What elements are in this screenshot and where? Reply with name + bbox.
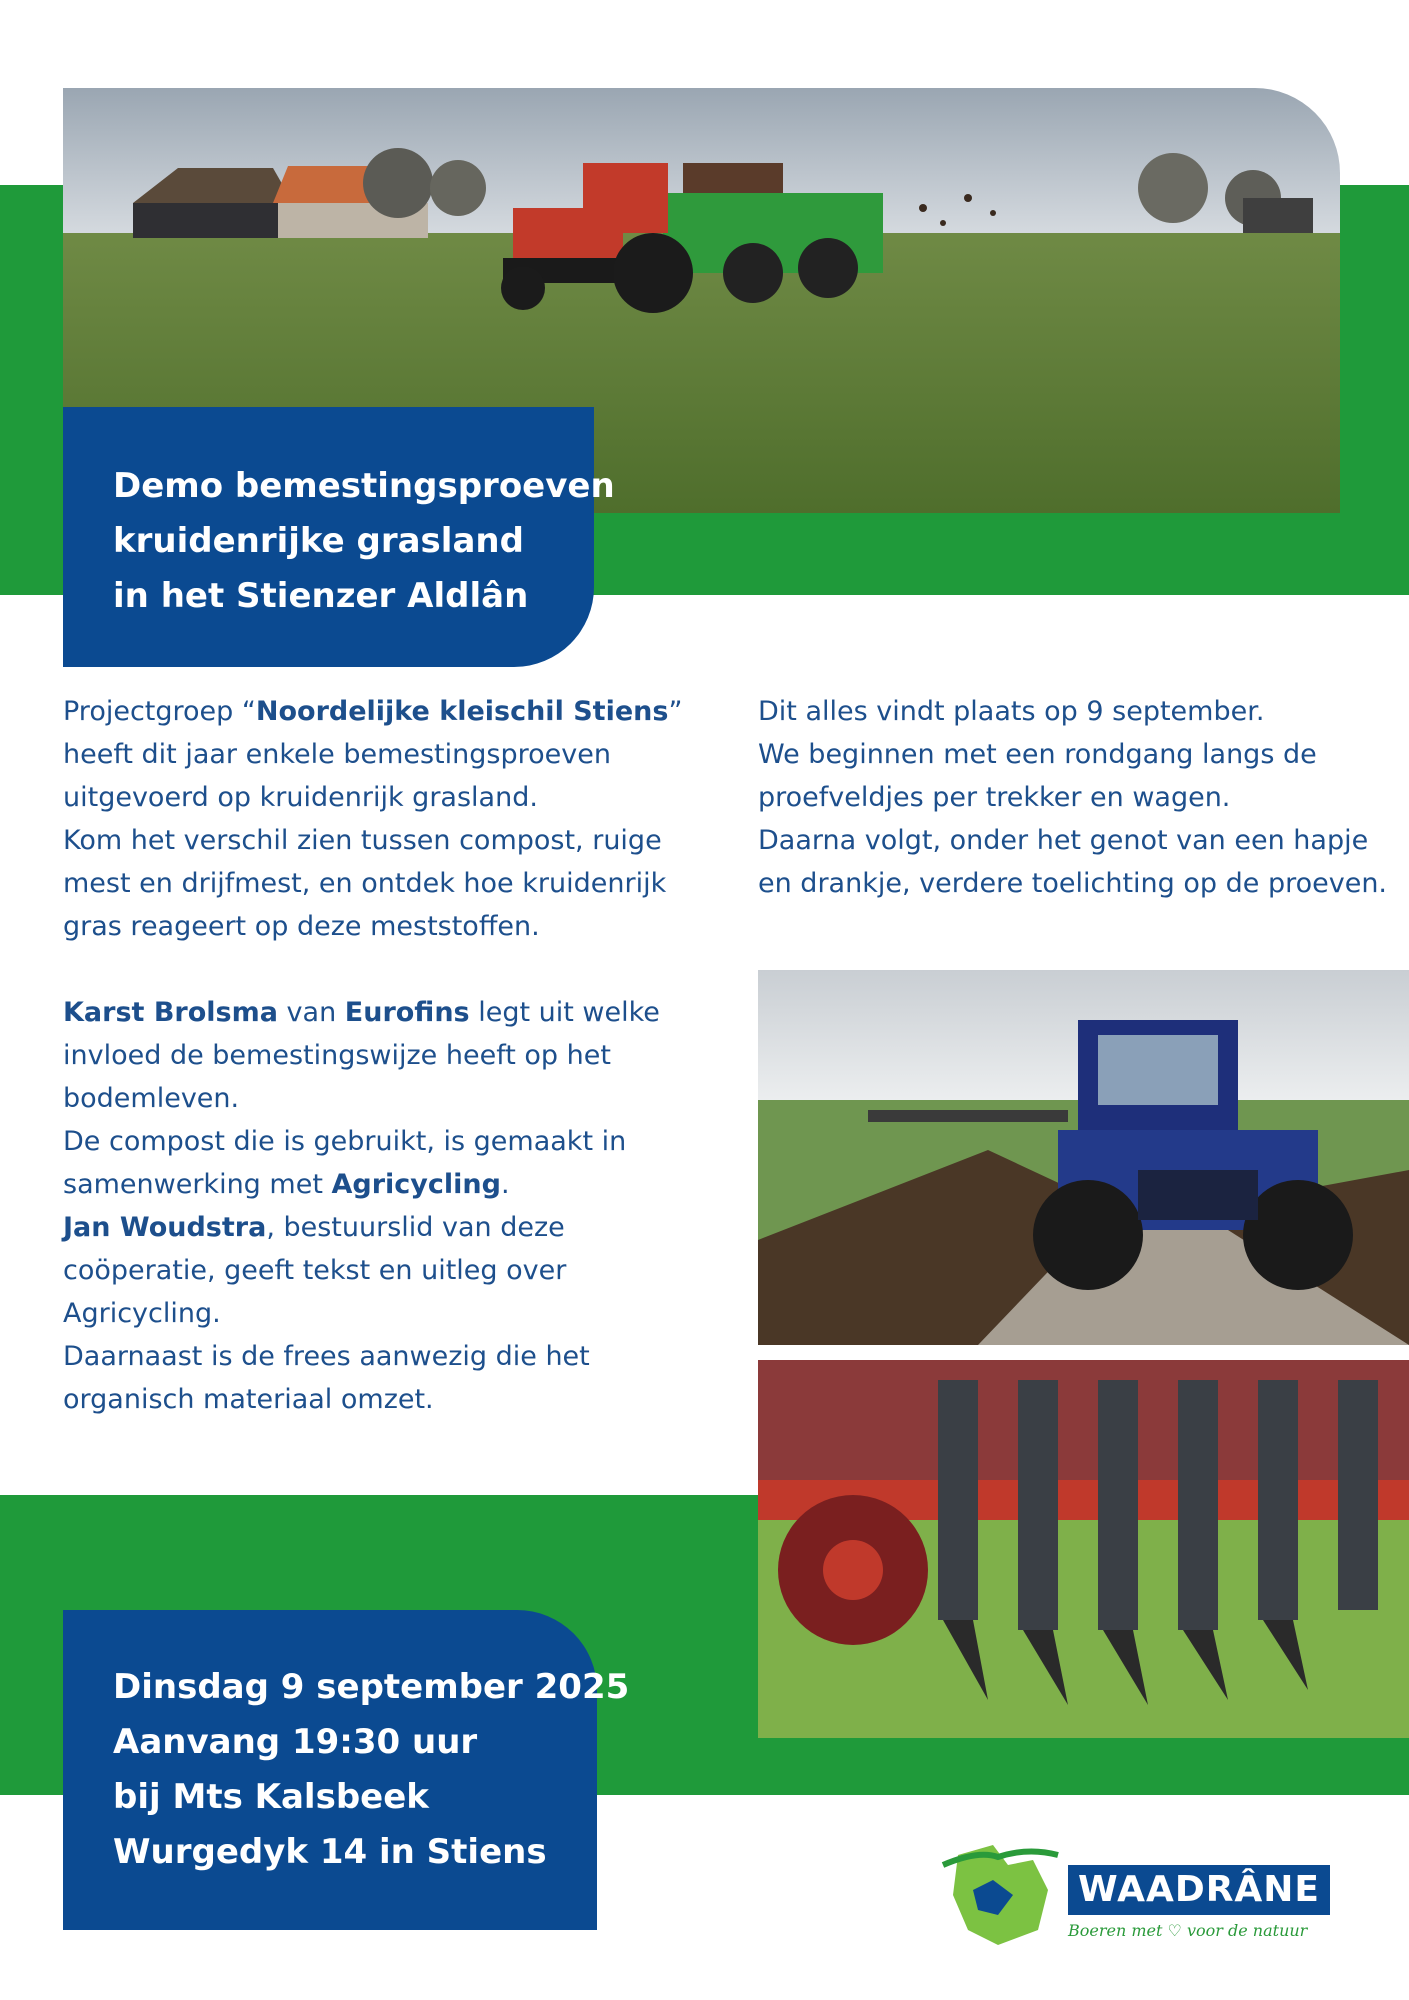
- intro-paragraph: Projectgroep “Noordelijke kleischil Stiens” heeft dit jaar enkele bemestingsproeven uitgevoerd op kruidenrijk grasland.: [63, 696, 683, 813]
- left-text-column: [63, 690, 703, 1421]
- compost-paragraph: De compost die is gebruikt, is gemaakt in samenwerking met Agricycling.: [63, 1126, 627, 1200]
- event-date: Dinsdag 9 september 2025: [113, 1667, 630, 1707]
- date-paragraph: Dit alles vindt plaats op 9 september.: [758, 696, 1265, 727]
- frees-paragraph: Daarnaast is de frees aanwezig die het organisch materiaal omzet.: [63, 1341, 590, 1415]
- event-time: Aanvang 19:30 uur: [113, 1722, 478, 1762]
- speaker-brolsma-paragraph: Karst Brolsma van Eurofins legt uit welke invloed de bemestingswijze heeft op het bodemleven.: [63, 997, 660, 1114]
- tractor-compost-photo: [758, 970, 1409, 1345]
- event-title-line-2: kruidenrijke grasland: [113, 521, 524, 561]
- waadrane-map-icon: [938, 1835, 1068, 1955]
- waadrane-tagline: Boeren met ♡ voor de natuur: [1068, 1921, 1308, 1940]
- event-address: Wurgedyk 14 in Stiens: [113, 1832, 547, 1872]
- speaker-woudstra-paragraph: Jan Woudstra, bestuurslid van deze coöperatie, geeft tekst en uitleg over Agricycling.: [63, 1212, 567, 1329]
- explanation-paragraph: Daarna volgt, onder het genot van een hapje en drankje, verdere toelichting op de proeven.: [758, 825, 1388, 899]
- invitation-paragraph: Kom het verschil zien tussen compost, ruige mest en drijfmest, en ontdek hoe kruidenrijk gras reageert op deze meststoffen.: [63, 825, 667, 942]
- waadrane-wordmark: WAADRÂNE: [1068, 1865, 1330, 1915]
- frees-machine-photo: [758, 1360, 1409, 1738]
- event-title-line-3: in het Stienzer Aldlân: [113, 576, 529, 616]
- tour-paragraph: We beginnen met een rondgang langs de proefveldjes per trekker en wagen.: [758, 739, 1317, 813]
- right-text-column: [758, 690, 1398, 905]
- event-host: bij Mts Kalsbeek: [113, 1777, 429, 1817]
- event-title-box: [63, 407, 615, 667]
- event-title-line-1: Demo bemestingsproeven: [113, 466, 615, 506]
- event-details-box: [63, 1610, 630, 1930]
- waadrane-logo: [938, 1835, 1348, 1955]
